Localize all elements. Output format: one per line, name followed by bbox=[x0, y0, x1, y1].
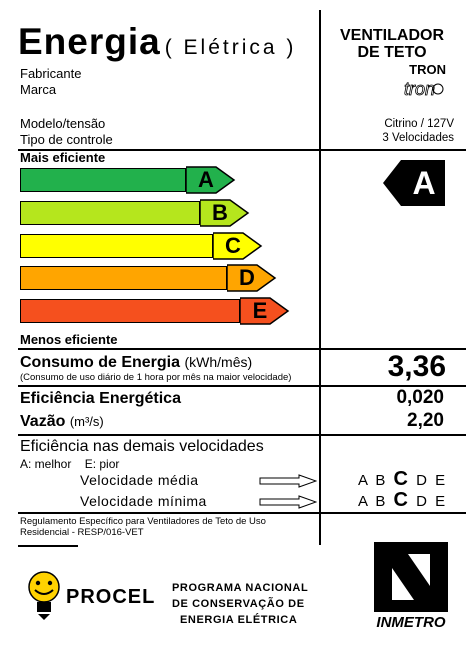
inmetro-label: INMETRO bbox=[376, 614, 446, 631]
flow-value: 2,20 bbox=[407, 410, 444, 431]
consumption-unit: (kWh/mês) bbox=[184, 354, 253, 370]
efficiency-label: Eficiência Energética bbox=[20, 390, 181, 407]
divider-other-speeds bbox=[18, 434, 466, 436]
rating-letter: A bbox=[412, 165, 436, 201]
flow-label: Vazão bbox=[20, 413, 66, 430]
control-label: Tipo de controle bbox=[20, 132, 113, 147]
minimum-letters-post: D E bbox=[416, 493, 448, 510]
more-efficient-label: Mais eficiente bbox=[20, 150, 106, 165]
model-value: Citrino / 127V bbox=[384, 118, 454, 130]
consumption-label: Consumo de Energia bbox=[20, 354, 181, 371]
brand-logo-text: tron bbox=[404, 79, 436, 99]
medium-letters-pre: A B bbox=[358, 472, 388, 489]
model-label: Modelo/tensão bbox=[20, 116, 106, 131]
program-line1: PROGRAMA NACIONAL bbox=[172, 582, 309, 594]
control-value: 3 Velocidades bbox=[382, 132, 454, 144]
minimum-letter-selected: C bbox=[393, 489, 410, 511]
program-line3: ENERGIA ELÉTRICA bbox=[180, 614, 298, 626]
product-line2: DE TETO bbox=[357, 44, 427, 61]
bar-a-letter: A bbox=[198, 167, 214, 192]
efficiency-value: 0,020 bbox=[396, 387, 444, 408]
minimum-speed-label: Velocidade mínima bbox=[80, 493, 207, 509]
procel-logo: PROCEL bbox=[66, 586, 156, 608]
brand-logo bbox=[404, 78, 452, 105]
medium-letter-selected: C bbox=[393, 468, 410, 490]
bar-a-fill bbox=[20, 168, 186, 192]
regulation-line2: Residencial - RESP/016-VET bbox=[20, 527, 144, 538]
flow-label-row bbox=[20, 413, 104, 431]
product-name bbox=[322, 27, 462, 61]
product-line1: VENTILADOR bbox=[340, 27, 444, 44]
brand-value: TRON bbox=[409, 62, 446, 77]
medium-letters-post: D E bbox=[416, 472, 448, 489]
bar-c-letter: C bbox=[225, 233, 241, 258]
consumption-note: (Consumo de uso diário de 1 hora por mês na maior velocidade) bbox=[20, 372, 292, 383]
divider-footer bbox=[18, 545, 78, 547]
minimum-letters-pre: A B bbox=[358, 493, 388, 510]
medium-speed-label: Velocidade média bbox=[80, 472, 199, 488]
consumption-label-row bbox=[20, 354, 252, 372]
consumption-value: 3,36 bbox=[387, 350, 446, 383]
program-line2: DE CONSERVAÇÃO DE bbox=[172, 598, 305, 610]
label-title bbox=[18, 22, 296, 68]
bar-d-fill bbox=[20, 266, 227, 290]
regulation-line1: Regulamento Específico para Ventiladores de Teto de Uso bbox=[20, 516, 266, 527]
rating-indicator bbox=[383, 160, 445, 211]
bar-e-fill bbox=[20, 299, 240, 323]
medium-speed-class bbox=[358, 468, 447, 491]
title-sub: ( Elétrica ) bbox=[164, 36, 297, 59]
other-speeds-title: Eficiência nas demais velocidades bbox=[20, 438, 264, 455]
bar-e-letter: E bbox=[252, 298, 268, 323]
procel-program bbox=[172, 580, 308, 628]
bar-b-fill bbox=[20, 201, 200, 225]
bar-c-fill bbox=[20, 234, 213, 258]
arrow-right-icon bbox=[259, 495, 317, 509]
minimum-speed-class bbox=[358, 489, 447, 512]
manufacturer-label: Fabricante bbox=[20, 66, 82, 81]
bar-b-letter: B bbox=[212, 200, 228, 225]
vertical-divider bbox=[319, 10, 321, 545]
inmetro-logo-icon bbox=[374, 542, 448, 612]
bar-d-letter: D bbox=[239, 265, 255, 290]
procel-mascot-icon bbox=[24, 570, 64, 622]
brand-label: Marca bbox=[20, 82, 57, 97]
title-main: Energia bbox=[18, 21, 161, 62]
divider-regulation bbox=[18, 512, 466, 514]
other-speeds-legend: A: melhor E: pior bbox=[20, 457, 120, 471]
arrow-right-icon bbox=[259, 474, 317, 488]
less-efficient-label: Menos eficiente bbox=[20, 332, 118, 347]
flow-unit: (m³/s) bbox=[69, 414, 104, 429]
